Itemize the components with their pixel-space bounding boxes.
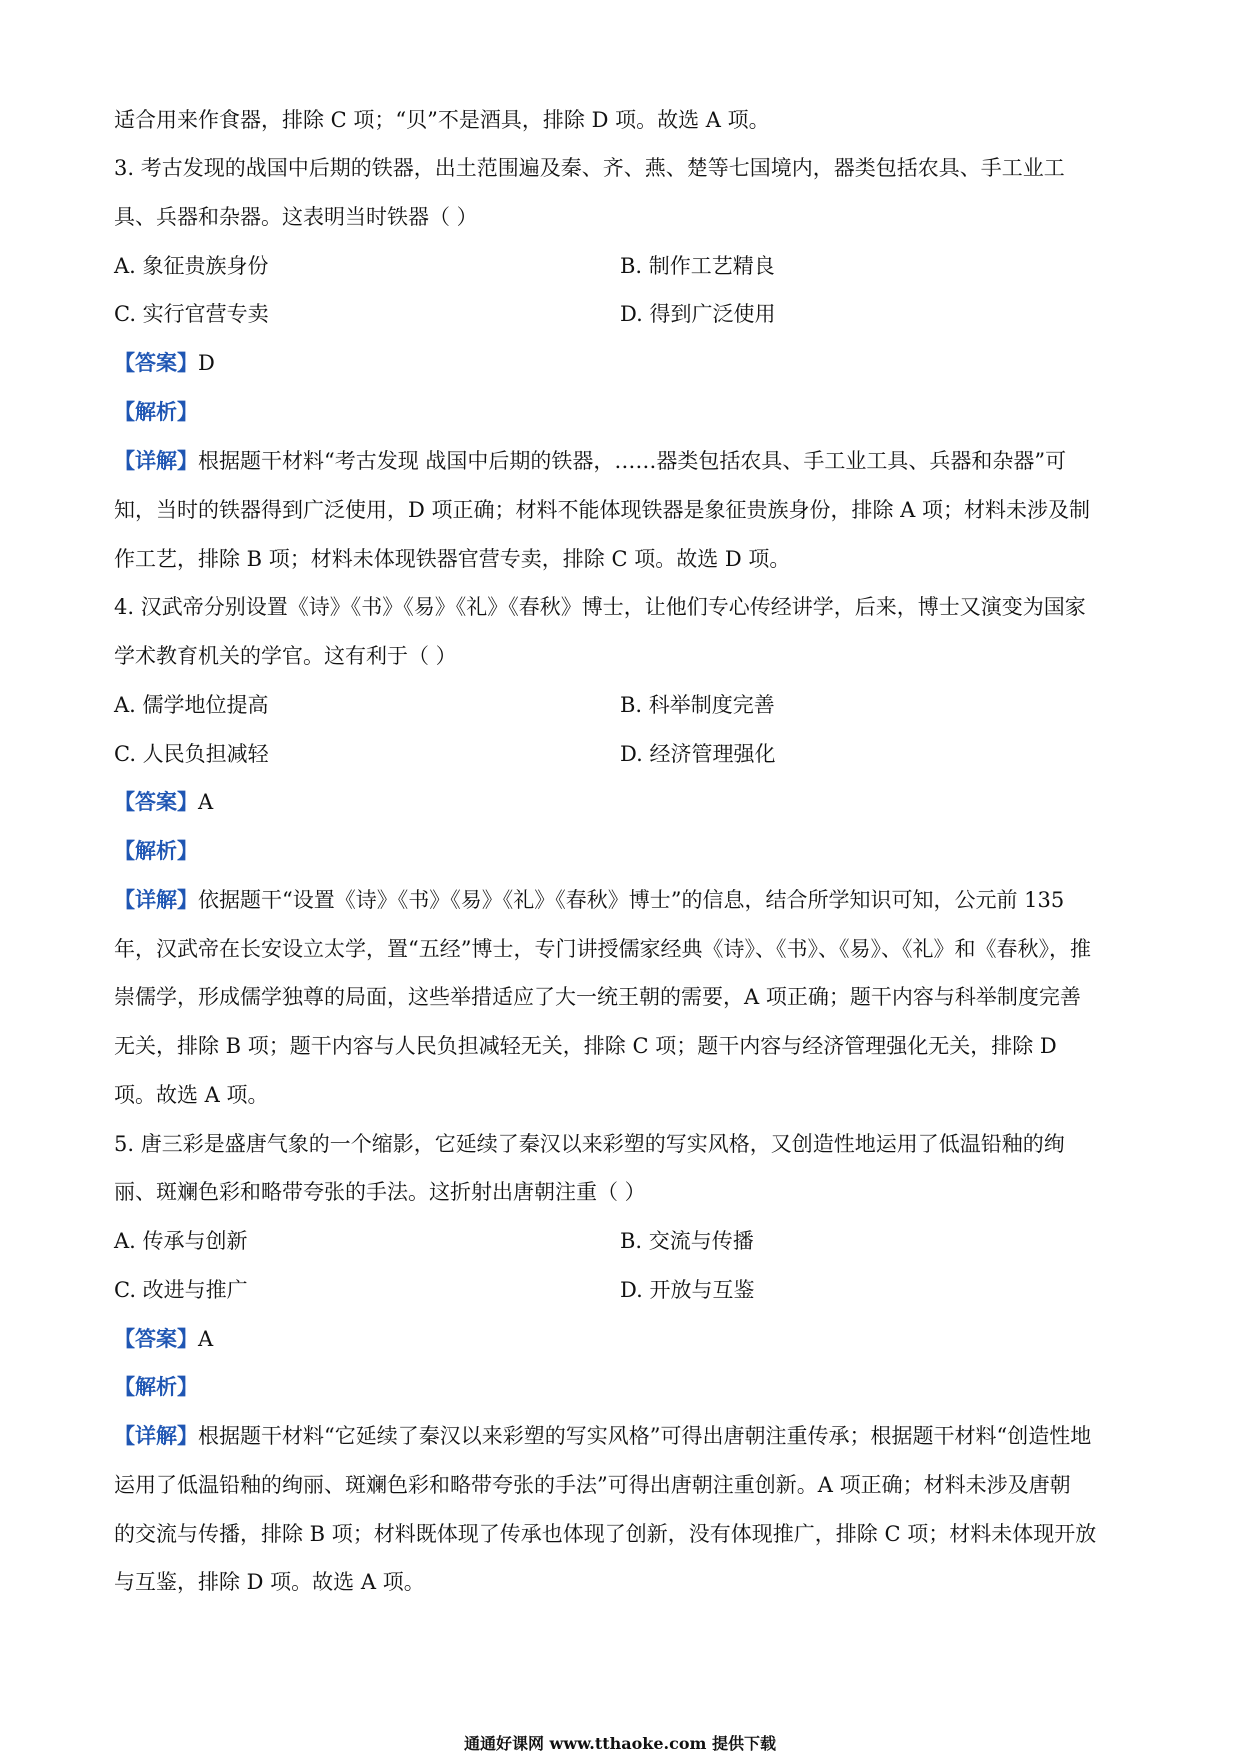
q4-stem-line-1: 4. 汉武帝分别设置《诗》《书》《易》《礼》《春秋》博士，让他们专心传经讲学，后来，博士又演变为国家 — [114, 595, 1086, 619]
q4-detail-line-2: 年，汉武帝在长安设立太学，置“五经”博士，专门讲授儒家经典《诗》、《书》、《易》、《礼》和《春秋》，推 — [114, 937, 1091, 961]
detail-tag: 【详解】 — [114, 1423, 198, 1448]
q5-detail-line-3: 的交流与传播，排除 B 项；材料既体现了传承也体现了创新，没有体现推广，排除 C 项；材料未体现开放 — [114, 1522, 1097, 1546]
q3-detail-line-3: 作工艺，排除 B 项；材料未体现铁器官营专卖，排除 C 项。故选 D 项。 — [114, 547, 791, 571]
q3-answer — [114, 350, 215, 376]
q3-stem-line-2: 具、兵器和杂器。这表明当时铁器（ ） — [114, 205, 478, 229]
q4-option-d: D. 经济管理强化 — [620, 742, 776, 766]
q5-option-a: A. 传承与创新 — [114, 1229, 248, 1253]
q3-analysis — [114, 399, 198, 425]
q5-answer — [114, 1326, 213, 1352]
page-footer: 通通好课网 www.tthaoke.com 提供下载 — [463, 1734, 777, 1753]
answer-value: A — [198, 790, 214, 814]
q4-detail-line-3: 崇儒学，形成儒学独尊的局面，这些举措适应了大一统王朝的需要，A 项正确；题干内容与科举制度完善 — [114, 985, 1081, 1009]
q3-option-a: A. 象征贵族身份 — [114, 254, 269, 278]
answer-tag: 【答案】 — [114, 350, 198, 375]
q4-detail-line-1 — [114, 887, 1064, 913]
q5-stem-line-1: 5. 唐三彩是盛唐气象的一个缩影，它延续了秦汉以来彩塑的写实风格，又创造性地运用了低温铅釉的绚 — [114, 1132, 1065, 1156]
q5-option-b: B. 交流与传播 — [620, 1229, 754, 1253]
q4-analysis — [114, 838, 198, 864]
answer-value: D — [198, 351, 215, 375]
detail-text: 根据题干材料“考古发现 战国中后期的铁器，……器类包括农具、手工业工具、兵器和杂器”可 — [198, 449, 1067, 473]
q4-detail-line-4: 无关，排除 B 项；题干内容与人民负担减轻无关，排除 C 项；题干内容与经济管理强化无关，排除 D — [114, 1034, 1057, 1058]
q4-detail-line-5: 项。故选 A 项。 — [114, 1083, 269, 1107]
q5-option-d: D. 开放与互鉴 — [620, 1278, 755, 1302]
q3-option-c: C. 实行官营专卖 — [114, 302, 269, 326]
detail-text: 依据题干“设置《诗》《书》《易》《礼》《春秋》博士”的信息，结合所学知识可知，公元前 135 — [198, 888, 1065, 912]
answer-value: A — [198, 1327, 214, 1351]
analysis-tag: 【解析】 — [114, 399, 198, 424]
detail-tag: 【详解】 — [114, 448, 198, 473]
analysis-tag: 【解析】 — [114, 838, 198, 863]
q4-option-b: B. 科举制度完善 — [620, 693, 775, 717]
analysis-tag: 【解析】 — [114, 1374, 198, 1399]
continuation-text: 适合用来作食器，排除 C 项；“贝”不是酒具，排除 D 项。故选 A 项。 — [114, 108, 770, 132]
q5-detail-line-1 — [114, 1423, 1091, 1449]
q4-option-c: C. 人民负担减轻 — [114, 742, 269, 766]
answer-tag: 【答案】 — [114, 789, 198, 814]
q4-stem-line-2: 学术教育机关的学官。这有利于（ ） — [114, 644, 457, 668]
q5-option-c: C. 改进与推广 — [114, 1278, 248, 1302]
answer-tag: 【答案】 — [114, 1326, 198, 1351]
q5-stem-line-2: 丽、斑斓色彩和略带夸张的手法。这折射出唐朝注重（ ） — [114, 1180, 646, 1204]
q3-option-d: D. 得到广泛使用 — [620, 302, 776, 326]
q3-detail-line-1 — [114, 448, 1066, 474]
detail-text: 根据题干材料“它延续了秦汉以来彩塑的写实风格”可得出唐朝注重传承；根据题干材料“创造性地 — [198, 1424, 1092, 1448]
q3-detail-line-2: 知，当时的铁器得到广泛使用，D 项正确；材料不能体现铁器是象征贵族身份，排除 A 项；材料未涉及制 — [114, 498, 1091, 522]
q4-answer — [114, 789, 213, 815]
detail-tag: 【详解】 — [114, 887, 198, 912]
q5-detail-line-2: 运用了低温铅釉的绚丽、斑斓色彩和略带夸张的手法”可得出唐朝注重创新。A 项正确；材料未涉及唐朝 — [114, 1473, 1071, 1497]
q3-option-b: B. 制作工艺精良 — [620, 254, 775, 278]
q4-option-a: A. 儒学地位提高 — [114, 693, 269, 717]
q3-stem-line-1: 3. 考古发现的战国中后期的铁器，出土范围遍及秦、齐、燕、楚等七国境内，器类包括农具、手工业工 — [114, 156, 1065, 180]
q5-detail-line-4: 与互鉴，排除 D 项。故选 A 项。 — [114, 1570, 425, 1594]
q5-analysis — [114, 1374, 198, 1400]
